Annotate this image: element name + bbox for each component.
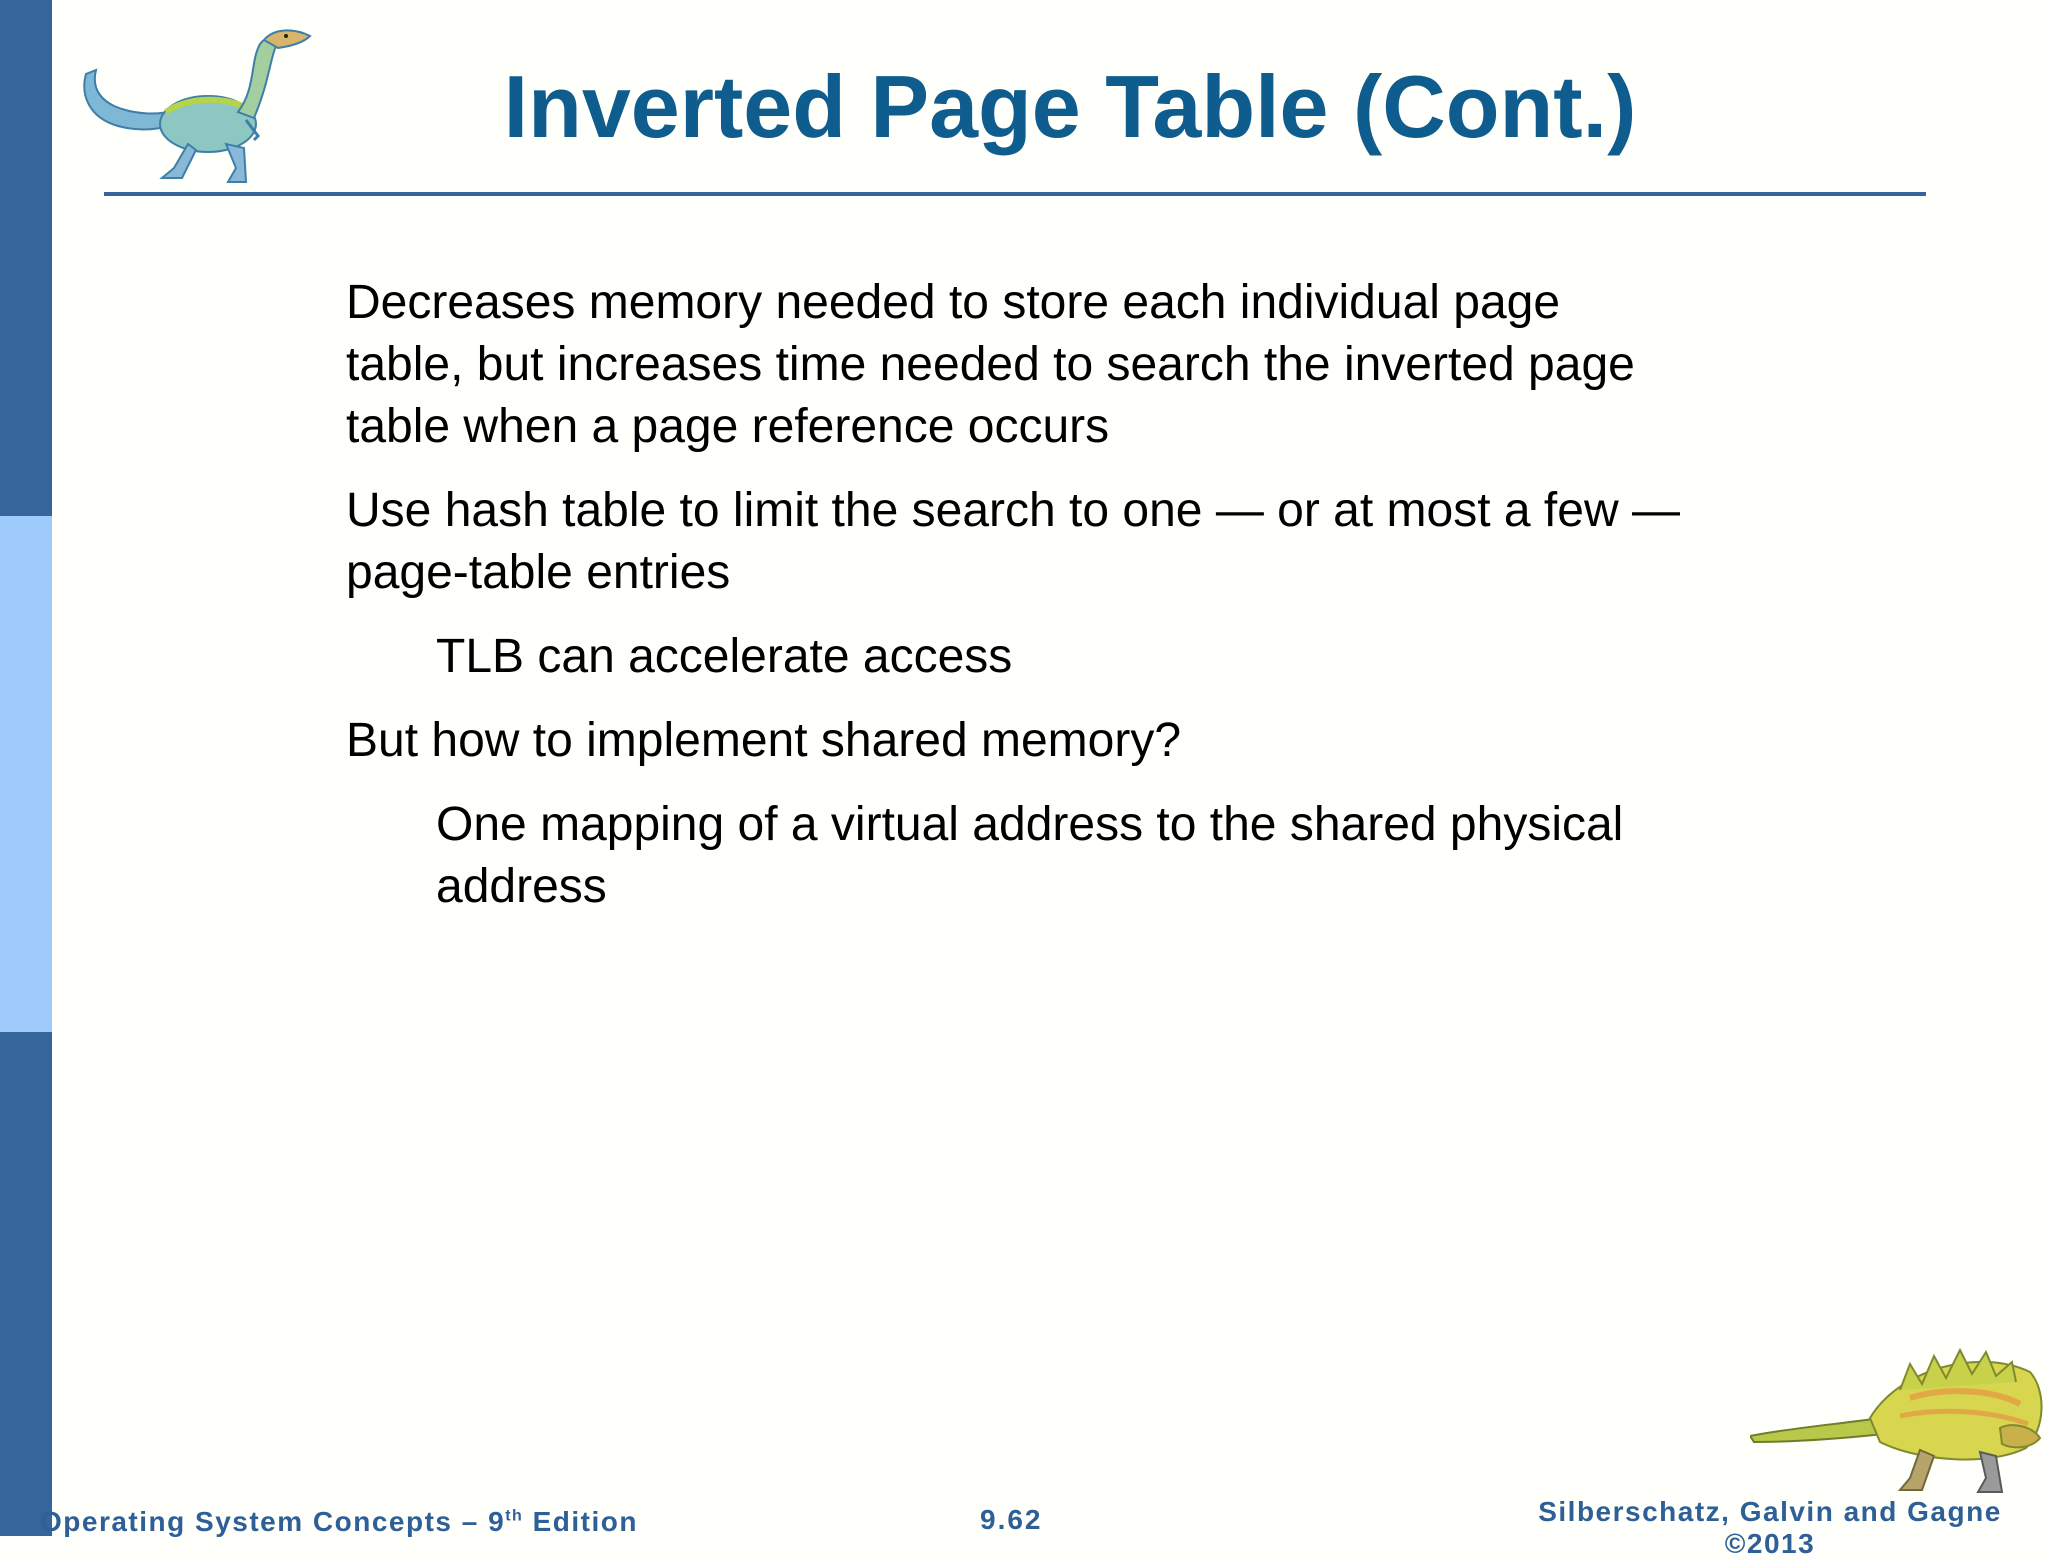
footer-book-ordinal: th bbox=[505, 1507, 524, 1525]
footer-book-title bbox=[40, 1506, 638, 1538]
sub-bullet-tlb: TLB can accelerate access bbox=[436, 630, 1013, 683]
left-accent-bar bbox=[0, 0, 52, 1536]
footer-book-suffix: Edition bbox=[523, 1506, 638, 1537]
bullet-shared-memory: But how to implement shared memory? bbox=[346, 714, 1182, 767]
sub-bullet-mapping: One mapping of a virtual address to the shared physical address bbox=[436, 798, 1624, 913]
dinosaur-crouching-icon bbox=[1750, 1338, 2048, 1498]
footer-page-number: 9.62 bbox=[980, 1504, 1043, 1535]
footer-authors-block bbox=[1500, 1496, 2040, 1560]
left-bar-middle-segment bbox=[0, 516, 52, 1032]
footer-copyright: ©2013 bbox=[1724, 1528, 1816, 1559]
title-divider bbox=[104, 192, 1926, 196]
slide-title: Inverted Page Table (Cont.) bbox=[503, 57, 1637, 156]
left-bar-bottom-segment bbox=[0, 1032, 52, 1536]
slide-content bbox=[346, 272, 1686, 918]
bullet-hash-table: Use hash table to limit the search to one — or at most a few — page-table entries bbox=[346, 484, 1680, 599]
bullet-memory-tradeoff: Decreases memory needed to store each individual page table, but increases time needed to search the inverted page table when a page reference occurs bbox=[346, 276, 1635, 453]
footer-authors: Silberschatz, Galvin and Gagne bbox=[1538, 1496, 2002, 1527]
dinosaur-standing-icon bbox=[78, 18, 318, 190]
footer-book-prefix: Operating System Concepts – 9 bbox=[40, 1506, 506, 1537]
left-bar-top-segment bbox=[0, 0, 52, 516]
